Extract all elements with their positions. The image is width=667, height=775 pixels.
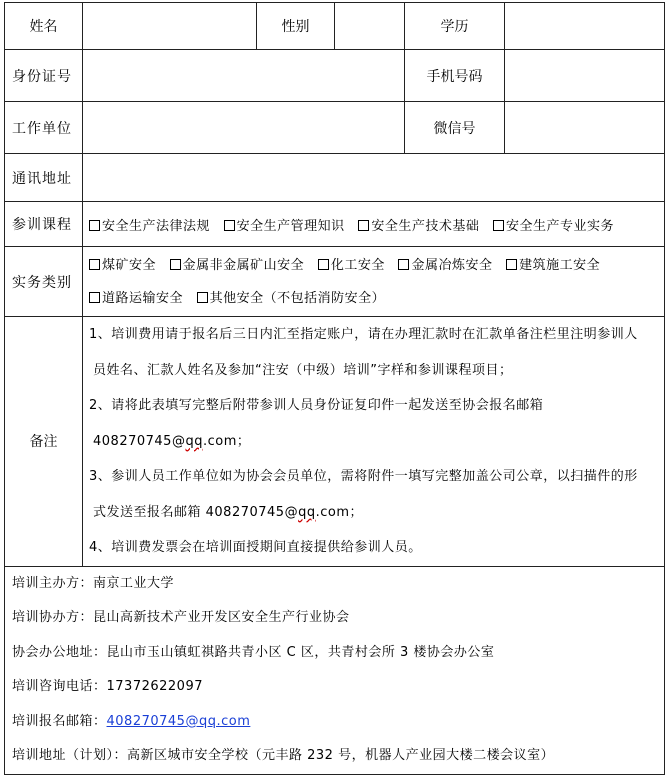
employer-field[interactable] xyxy=(83,102,405,154)
course-option[interactable]: 安全生产法律法规 xyxy=(89,215,210,234)
practice-option[interactable]: 化工安全 xyxy=(318,249,385,282)
checkbox[interactable] xyxy=(170,259,181,270)
course-option[interactable]: 安全生产管理知识 xyxy=(224,215,345,234)
checkbox[interactable] xyxy=(89,220,100,231)
email-link[interactable]: 408270745@qq.com xyxy=(106,713,251,729)
practice-option[interactable]: 金属冶炼安全 xyxy=(398,249,492,282)
checkbox[interactable] xyxy=(398,259,409,270)
practice-options xyxy=(83,247,665,317)
note-1a: 1、培训费用请于报名后三日内汇至指定账户，请在办理汇款时在汇款单备注栏里注明参训人 xyxy=(89,327,638,342)
course-option[interactable]: 安全生产专业实务 xyxy=(493,215,614,234)
checkbox[interactable] xyxy=(197,292,208,303)
note-2a: 2、请将此表填写完整后附带参训人员身份证复印件一起发送至协会报名邮箱 xyxy=(89,398,544,413)
courses-label: 参训课程 xyxy=(5,202,83,247)
registration-email: 培训报名邮箱：408270745@qq.com xyxy=(12,713,251,729)
employer-label: 工作单位 xyxy=(5,102,83,154)
gender-label: 性别 xyxy=(257,3,335,50)
practice-option[interactable]: 金属非金属矿山安全 xyxy=(170,249,305,282)
venue: 培训地址（计划）：高新区城市安全学校（元丰路 232 号，机器人产业园大楼二楼会议室） xyxy=(12,748,555,764)
practice-option[interactable]: 道路运输安全 xyxy=(89,282,183,315)
education-field[interactable] xyxy=(505,3,665,50)
notes-label: 备注 xyxy=(5,317,83,567)
training-info xyxy=(5,566,665,775)
note-3a: 3、参训人员工作单位如为协会会员单位，需将附件一填写完整加盖公司公章，以扫描件的形 xyxy=(89,469,638,484)
wechat-label: 微信号 xyxy=(405,102,505,154)
notes-content xyxy=(83,317,665,567)
co-organizer: 培训协办方：昆山高新技术产业开发区安全生产行业协会 xyxy=(12,610,350,626)
checkbox[interactable] xyxy=(224,220,235,231)
name-label: 姓名 xyxy=(5,3,83,50)
hotline: 培训咨询电话：17372622097 xyxy=(12,679,203,695)
address-label: 通讯地址 xyxy=(5,154,83,202)
practice-label: 实务类别 xyxy=(5,247,83,317)
practice-option[interactable]: 煤矿安全 xyxy=(89,249,156,282)
wechat-field[interactable] xyxy=(505,102,665,154)
note-3b: 式发送至报名邮箱 408270745@qq.com； xyxy=(93,504,363,520)
courses-options xyxy=(83,202,665,247)
note-2b: 408270745@qq.com； xyxy=(93,433,251,449)
registration-form xyxy=(4,2,665,775)
checkbox[interactable] xyxy=(89,259,100,270)
gender-field[interactable] xyxy=(335,3,405,50)
practice-option[interactable]: 建筑施工安全 xyxy=(506,249,600,282)
phone-label: 手机号码 xyxy=(405,50,505,102)
note-4: 4、培训费发票会在培训面授期间直接提供给参训人员。 xyxy=(89,540,422,555)
checkbox[interactable] xyxy=(358,220,369,231)
checkbox[interactable] xyxy=(89,292,100,303)
id-number-label: 身份证号 xyxy=(5,50,83,102)
office-address: 协会办公地址：昆山市玉山镇虹祺路共青小区 C 区，共青村会所 3 楼协会办公室 xyxy=(12,644,495,660)
course-option[interactable]: 安全生产技术基础 xyxy=(358,215,479,234)
education-label: 学历 xyxy=(405,3,505,50)
checkbox[interactable] xyxy=(506,259,517,270)
checkbox[interactable] xyxy=(493,220,504,231)
phone-field[interactable] xyxy=(505,50,665,102)
address-field[interactable] xyxy=(83,154,665,202)
practice-option[interactable]: 其他安全（不包括消防安全） xyxy=(197,282,386,315)
organizer: 培训主办方：南京工业大学 xyxy=(12,575,175,591)
note-1b: 员姓名、汇款人姓名及参加“注安（中级）培训”字样和参训课程项目； xyxy=(93,362,513,378)
name-field[interactable] xyxy=(83,3,257,50)
id-number-field[interactable] xyxy=(83,50,405,102)
checkbox[interactable] xyxy=(318,259,329,270)
